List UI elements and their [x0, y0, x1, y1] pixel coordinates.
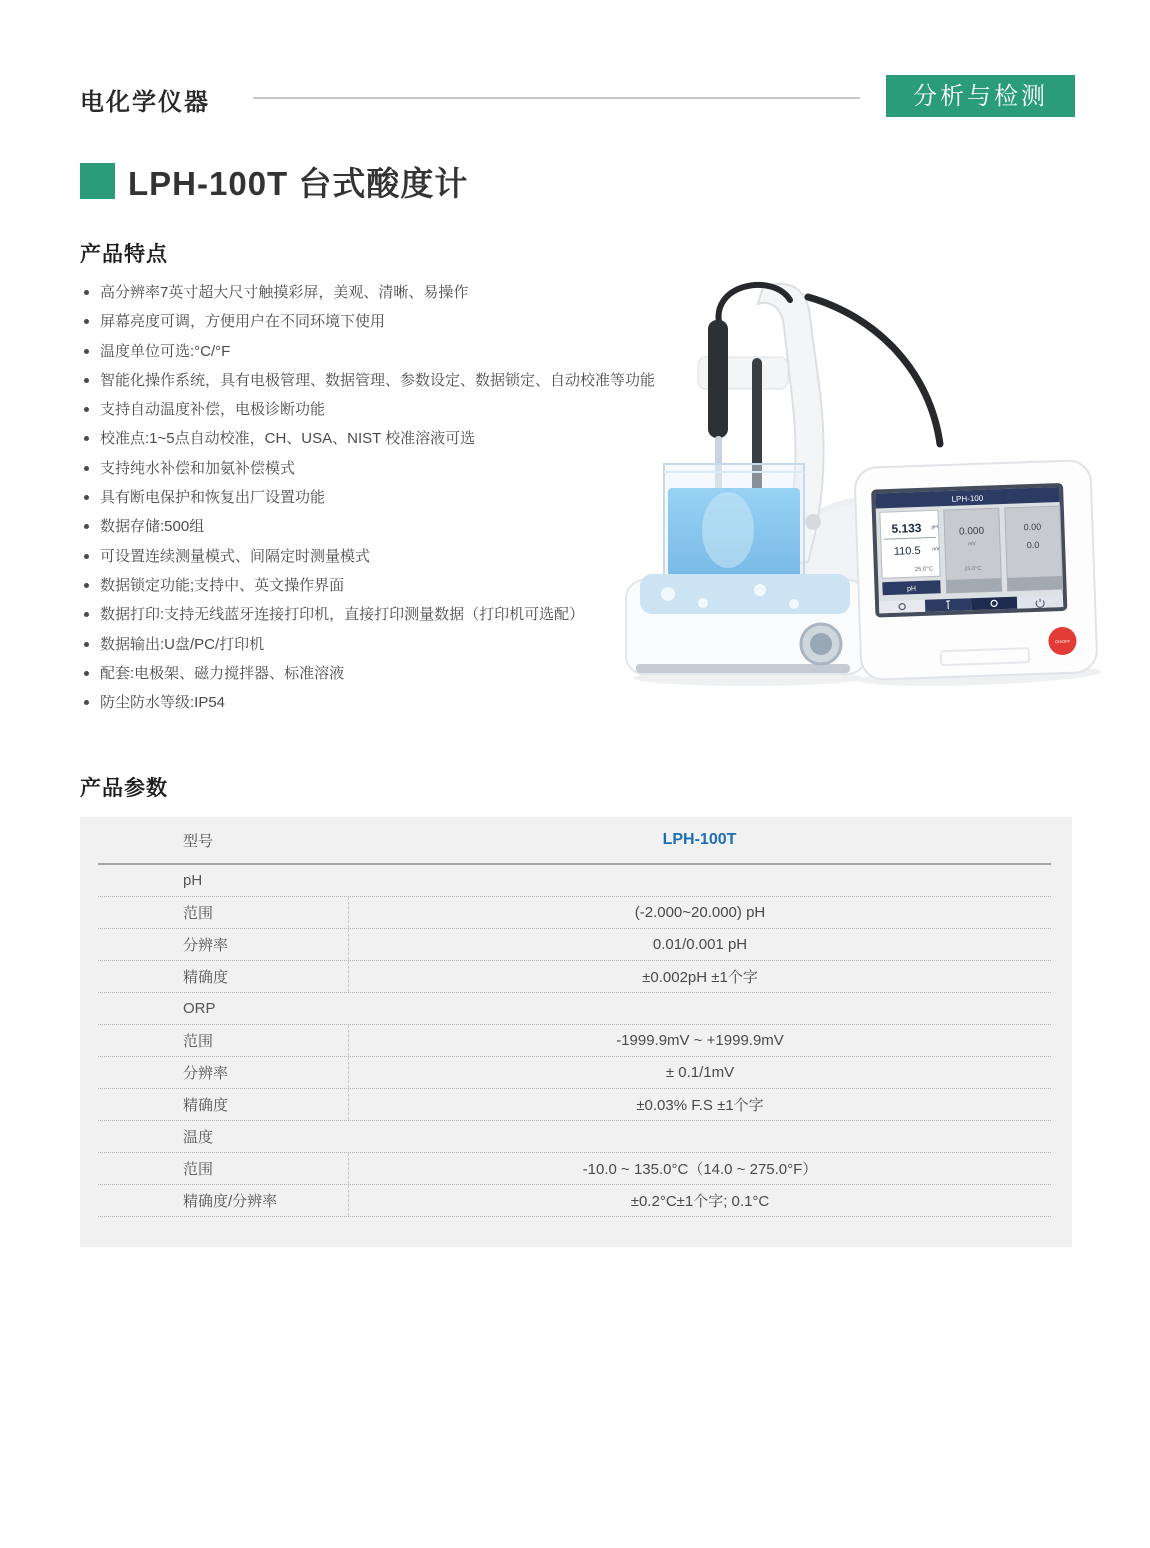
feature-item — [80, 630, 680, 659]
bullet-icon — [84, 583, 89, 588]
param-label: pH — [183, 872, 203, 889]
feature-item — [80, 571, 680, 600]
param-label: ORP — [183, 1000, 216, 1017]
feature-text: 配套:电极架、磁力搅拌器、标准溶液 — [100, 664, 345, 682]
features-heading: 产品特点 — [80, 243, 168, 266]
bullet-icon — [84, 407, 89, 412]
feature-item — [80, 542, 680, 571]
param-label: 分辨率 — [183, 1065, 229, 1082]
param-data-row — [98, 1153, 1051, 1185]
feature-text: 数据存储:500组 — [100, 518, 205, 536]
bullet-icon — [84, 495, 89, 500]
screen-ph-value: 5.133 — [891, 520, 922, 536]
screen-mv-unit: mV — [932, 546, 940, 553]
param-value: ±0.03% F.S ±1个字 — [348, 1089, 1051, 1120]
bullet-icon — [84, 349, 89, 354]
feature-item — [80, 688, 680, 717]
feature-item — [80, 337, 680, 366]
feature-text: 可设置连续测量模式、间隔定时测量模式 — [100, 547, 371, 565]
param-data-row — [98, 897, 1051, 929]
model-row-value: LPH-100T — [662, 831, 737, 848]
param-data-row — [98, 1025, 1051, 1057]
param-data-row — [98, 1089, 1051, 1121]
param-label: 精确度/分辨率 — [183, 1193, 278, 1210]
screen-ph-tab: pH — [906, 585, 917, 593]
param-data-row — [98, 961, 1051, 993]
bullet-icon — [84, 319, 89, 324]
param-value: -1999.9mV ~ +1999.9mV — [348, 1025, 1051, 1056]
screen-model-label: LPH-100 — [951, 493, 984, 504]
meter-screen — [871, 483, 1067, 618]
bullet-icon — [84, 612, 89, 617]
param-value: (-2.000~20.000) pH — [348, 897, 1051, 928]
model-row-label: 型号 — [183, 832, 214, 850]
meter-console — [850, 460, 1102, 689]
param-section-row — [98, 1121, 1051, 1153]
param-label: 分辨率 — [183, 937, 229, 954]
params-heading: 产品参数 — [80, 777, 168, 800]
features-list — [80, 278, 680, 717]
feature-text: 支持纯水补偿和加氨补偿模式 — [100, 459, 296, 477]
param-value: ±0.2°C±1个字; 0.1°C — [348, 1185, 1051, 1216]
feature-item — [80, 454, 680, 483]
feature-item — [80, 659, 680, 688]
magnetic-stirrer — [626, 574, 866, 686]
power-button-label: ON/OFF — [1054, 638, 1071, 645]
param-data-row — [98, 929, 1051, 961]
param-label: 范围 — [183, 905, 214, 922]
bullet-icon — [84, 642, 89, 647]
screen-temp-value: 25.0°C — [914, 566, 934, 574]
feature-text: 数据锁定功能;支持中、英文操作界面 — [100, 576, 345, 594]
params-table — [80, 817, 1072, 1247]
meter-cable — [808, 297, 940, 444]
screen-panel3-top: 0.00 — [1023, 521, 1042, 533]
title-marker — [80, 163, 115, 199]
feature-text: 温度单位可选:°C/°F — [100, 342, 231, 360]
param-data-row — [98, 1185, 1051, 1217]
feature-item — [80, 366, 680, 395]
feature-item — [80, 483, 680, 512]
param-data-row — [98, 1057, 1051, 1089]
category-badge: 分析与检测 — [886, 75, 1075, 117]
header-divider — [253, 97, 860, 99]
feature-item — [80, 278, 680, 307]
feature-item — [80, 395, 680, 424]
screen-panel2-temp: 25.0°C — [964, 565, 982, 573]
bullet-icon — [84, 524, 89, 529]
param-section-row — [98, 993, 1051, 1025]
stirrer-speed-knob — [801, 624, 841, 664]
category-label: 电化学仪器 — [80, 89, 210, 116]
bullet-icon — [84, 466, 89, 471]
feature-item — [80, 600, 680, 629]
param-label: 温度 — [183, 1129, 214, 1146]
param-value: -10.0 ~ 135.0°C（14.0 ~ 275.0°F） — [348, 1153, 1051, 1184]
feature-text: 防尘防水等级:IP54 — [100, 694, 226, 712]
feature-text: 智能化操作系统，具有电极管理、数据管理、参数设定、数据锁定、自动校准等功能 — [100, 371, 656, 389]
bullet-icon — [84, 290, 89, 295]
param-value — [348, 1121, 1051, 1152]
feature-text: 校准点:1~5点自动校准，CH、USA、NIST 校准溶液可选 — [100, 430, 476, 448]
param-section-row — [98, 865, 1051, 897]
feature-item — [80, 307, 680, 336]
screen-panel2-unit: mV — [968, 540, 976, 548]
params-rows — [98, 865, 1051, 1217]
params-header-row — [98, 817, 1051, 863]
screen-mv-value: 110.5 — [893, 544, 921, 558]
bullet-icon — [84, 436, 89, 441]
param-label: 范围 — [183, 1033, 214, 1050]
feature-text: 支持自动温度补偿，电极诊断功能 — [100, 401, 326, 419]
product-title: LPH-100T 台式酸度计 — [128, 165, 469, 202]
feature-text: 高分辨率7英寸超大尺寸触摸彩屏，美观、清晰、易操作 — [100, 284, 469, 301]
param-value — [348, 993, 1051, 1024]
params-table-inner — [98, 817, 1051, 1217]
product-photo — [608, 272, 1108, 692]
param-label: 范围 — [183, 1161, 214, 1178]
feature-text: 屏幕亮度可调，方便用户在不同环境下使用 — [100, 313, 386, 331]
param-label: 精确度 — [183, 1097, 229, 1114]
param-value: ± 0.1/1mV — [348, 1057, 1051, 1088]
feature-item — [80, 512, 680, 541]
bullet-icon — [84, 671, 89, 676]
bullet-icon — [84, 554, 89, 559]
screen-panel2-value: 0.000 — [958, 525, 985, 538]
bullet-icon — [84, 700, 89, 705]
param-value: 0.01/0.001 pH — [348, 929, 1051, 960]
feature-text: 数据打印:支持无线蓝牙连接打印机，直接打印测量数据（打印机可选配） — [100, 606, 585, 624]
feature-text: 数据输出:U盘/PC/打印机 — [100, 635, 265, 653]
screen-panel3-bottom: 0.0 — [1026, 539, 1040, 551]
param-value: ±0.002pH ±1个字 — [348, 961, 1051, 992]
screen-ph-unit: pH — [931, 524, 938, 531]
param-label: 精确度 — [183, 969, 229, 986]
feature-item — [80, 424, 680, 453]
param-value — [348, 865, 1051, 896]
bullet-icon — [84, 378, 89, 383]
feature-text: 具有断电保护和恢复出厂设置功能 — [100, 489, 326, 507]
